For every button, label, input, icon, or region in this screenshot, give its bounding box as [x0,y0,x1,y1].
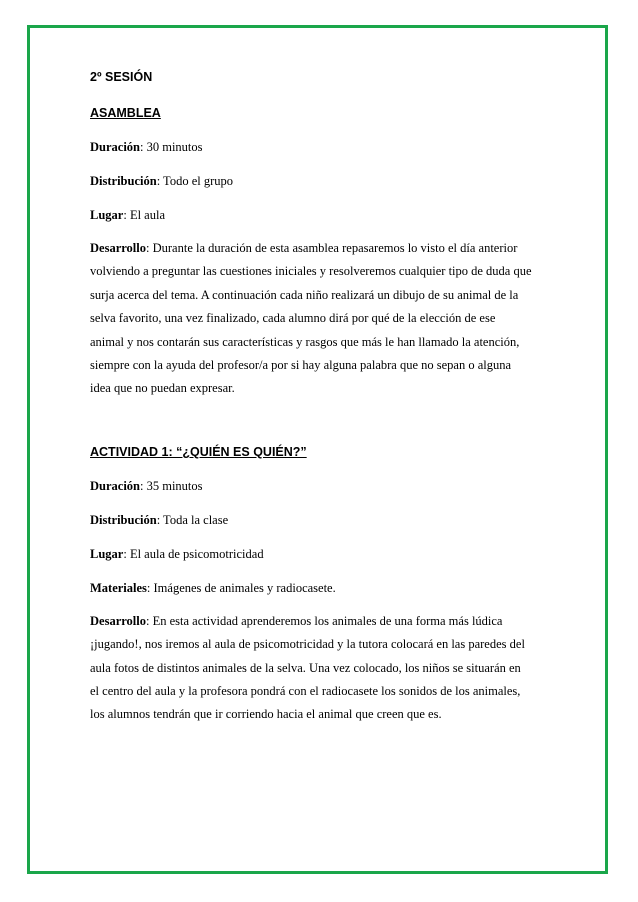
materials-value: : Imágenes de animales y radiocasete. [146,580,336,595]
development-line: ¡jugando!, nos iremos al aula de psicomotricidad y la tutora colocará en las paredes del [90,637,525,652]
development-line: volviendo a preguntar las cuestiones iniciales y resolveremos cualquier tipo de duda que [90,264,532,279]
distribution-value: : Toda la clase [156,512,229,527]
development-line: selva favorito, una vez finalizado, cada alumno dirá por qué de la elección de ese [90,311,496,326]
duration-value: : 35 minutos [140,478,203,493]
duration-value: : 30 minutos [140,140,203,154]
development-line [90,610,550,633]
development-line: idea que no puedan expresar. [90,381,235,396]
session-title: 2º SESIÓN [90,70,153,84]
asamblea-heading: ASAMBLEA [90,106,161,120]
place-value: : El aula [123,208,165,222]
distribution-label: Distribución [90,174,157,188]
place-label: Lugar [90,546,124,561]
activity1-duration [90,475,550,497]
asamblea-development [90,237,550,401]
distribution-label: Distribución [90,512,157,527]
development-line: aula fotos de distintos animales de la selva. Una vez colocado, los niños se situarán en [90,660,521,675]
activity1-place [90,543,550,565]
development-text: : Durante la duración de esta asamblea repasaremos lo visto el día anterior [146,241,518,255]
document-content [90,66,550,727]
activity1-development [90,610,550,727]
development-line: el centro del aula y la profesora pondrá con el radiocasete los sonidos de los animales, [90,684,521,699]
duration-label: Duración [90,478,140,493]
development-line: siempre con la ayuda del profesor/a por si hay alguna palabra que no sepan o alguna [90,358,512,373]
place-label: Lugar [90,208,124,222]
activity1-heading: ACTIVIDAD 1: “¿QUIÉN ES QUIÉN?” [90,444,307,459]
development-line [90,237,550,260]
asamblea-distribution [90,170,550,192]
development-line: surja acerca del tema. A continuación cada niño realizará un dibujo de su animal de la [90,287,519,302]
development-text: : En esta actividad aprenderemos los animales de una forma más lúdica [146,613,503,628]
activity1-distribution [90,509,550,531]
development-label: Desarrollo [90,241,147,255]
development-label: Desarrollo [90,613,147,628]
duration-label: Duración [90,140,140,154]
distribution-value: : Todo el grupo [156,174,234,188]
section-spacer [90,401,550,441]
development-line: animal y nos contarán sus características y rasgos que más le han llamado la atención, [90,334,520,349]
asamblea-duration [90,136,550,158]
place-value: : El aula de psicomotricidad [123,546,264,561]
activity1-materials [90,577,550,599]
asamblea-place [90,204,550,226]
development-line: los alumnos tendrán que ir corriendo hacia el animal que creen que es. [90,707,442,722]
materials-label: Materiales [90,580,147,595]
